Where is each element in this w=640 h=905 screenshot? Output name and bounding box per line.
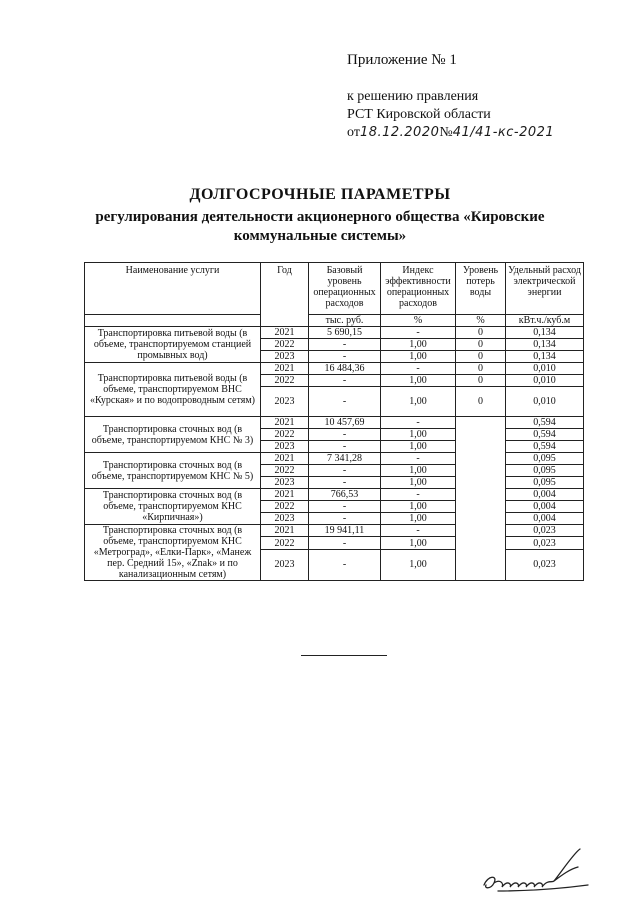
title-line-2: регулирования деятельности акционерного общества «Кировские коммунальные системы»: [95, 209, 545, 244]
base-cell: 7 341,28: [309, 453, 381, 465]
base-cell: -: [309, 537, 381, 549]
index-cell: 1,00: [381, 351, 456, 363]
index-cell: -: [381, 489, 456, 501]
losses-cell: 0: [456, 363, 506, 375]
losses-cell: 0: [456, 387, 506, 417]
energy-cell: 0,095: [506, 453, 584, 465]
energy-cell: 0,004: [506, 513, 584, 525]
year-cell: 2021: [261, 327, 309, 339]
appendix-label: Приложение № 1: [347, 52, 457, 68]
index-cell: -: [381, 363, 456, 375]
base-cell: 766,53: [309, 489, 381, 501]
table-row: [85, 453, 584, 465]
base-cell: -: [309, 429, 381, 441]
decision-line-1: к решению правления: [347, 89, 479, 104]
base-cell: -: [309, 513, 381, 525]
year-cell: 2022: [261, 501, 309, 513]
handwritten-signature: [478, 845, 598, 895]
losses-cell: 0: [456, 375, 506, 387]
end-divider: [301, 655, 387, 656]
header-base: Базовый уровень операционных расходов: [309, 263, 381, 315]
energy-cell: 0,095: [506, 477, 584, 489]
unit-base: тыс. руб.: [309, 315, 381, 327]
year-cell: 2022: [261, 429, 309, 441]
service-name: Транспортировка сточных вод (в объеме, транспортируемом КНС № 3): [85, 417, 261, 453]
energy-cell: 0,023: [506, 537, 584, 549]
year-cell: 2023: [261, 441, 309, 453]
index-cell: 1,00: [381, 465, 456, 477]
index-cell: 1,00: [381, 501, 456, 513]
decision-date: 18.12.2020: [359, 125, 440, 140]
header-year: Год: [261, 263, 309, 327]
year-cell: 2023: [261, 351, 309, 363]
energy-cell: 0,134: [506, 339, 584, 351]
index-cell: -: [381, 453, 456, 465]
index-cell: 1,00: [381, 429, 456, 441]
decision-number: 41/41-кс-2021: [452, 125, 555, 140]
energy-cell: 0,010: [506, 363, 584, 375]
energy-cell: 0,594: [506, 429, 584, 441]
service-name: Транспортировка сточных вод (в объеме, транспортируемом КНС «Кирпичная»): [85, 489, 261, 525]
base-cell: -: [309, 375, 381, 387]
header-losses: Уровень потерь воды: [456, 263, 506, 315]
index-cell: 1,00: [381, 549, 456, 580]
year-cell: 2023: [261, 549, 309, 580]
energy-cell: 0,594: [506, 417, 584, 429]
index-cell: -: [381, 525, 456, 537]
unit-service: [85, 315, 261, 327]
header-index: Индекс эффективности операционных расходов: [381, 263, 456, 315]
energy-cell: 0,095: [506, 465, 584, 477]
year-cell: 2023: [261, 477, 309, 489]
base-cell: -: [309, 339, 381, 351]
energy-cell: 0,023: [506, 549, 584, 580]
losses-merged-cell: [456, 417, 506, 581]
energy-cell: 0,134: [506, 327, 584, 339]
index-cell: 1,00: [381, 441, 456, 453]
header-energy: Удельный расход электрической энергии: [506, 263, 584, 315]
year-cell: 2021: [261, 489, 309, 501]
base-cell: -: [309, 441, 381, 453]
unit-index: %: [381, 315, 456, 327]
index-cell: 1,00: [381, 537, 456, 549]
base-cell: -: [309, 477, 381, 489]
service-name: Транспортировка питьевой воды (в объеме, транспортируемом станцией промывных вод): [85, 327, 261, 363]
header-service: Наименование услуги: [85, 263, 261, 315]
year-cell: 2022: [261, 465, 309, 477]
table-row: [85, 327, 584, 339]
base-cell: -: [309, 351, 381, 363]
title-line-1: ДОЛГОСРОЧНЫЕ ПАРАМЕТРЫ: [189, 186, 451, 203]
table-row: [85, 363, 584, 375]
table-row: [85, 417, 584, 429]
decision-number-sign: №: [439, 125, 453, 140]
service-name: Транспортировка питьевой воды (в объеме, транспортируемом ВНС «Курская» и по водопроводным сетям): [85, 363, 261, 417]
losses-cell: 0: [456, 339, 506, 351]
table-header-row: [85, 263, 584, 315]
base-cell: -: [309, 501, 381, 513]
energy-cell: 0,134: [506, 351, 584, 363]
base-cell: -: [309, 549, 381, 580]
base-cell: 16 484,36: [309, 363, 381, 375]
energy-cell: 0,004: [506, 501, 584, 513]
base-cell: 19 941,11: [309, 525, 381, 537]
table-row: [85, 489, 584, 501]
year-cell: 2022: [261, 339, 309, 351]
service-name: Транспортировка сточных вод (в объеме, транспортируемом КНС «Метроград», «Елки-Парк», «Манеж пер. Средний 15», «Znak» и по канализационным сетям): [85, 525, 261, 581]
energy-cell: 0,010: [506, 387, 584, 417]
base-cell: 10 457,69: [309, 417, 381, 429]
base-cell: -: [309, 387, 381, 417]
index-cell: 1,00: [381, 375, 456, 387]
document-title: [0, 186, 640, 246]
energy-cell: 0,594: [506, 441, 584, 453]
energy-cell: 0,010: [506, 375, 584, 387]
losses-cell: 0: [456, 327, 506, 339]
index-cell: -: [381, 417, 456, 429]
losses-cell: 0: [456, 351, 506, 363]
index-cell: 1,00: [381, 477, 456, 489]
year-cell: 2023: [261, 387, 309, 417]
unit-energy: кВт.ч./куб.м: [506, 315, 584, 327]
index-cell: 1,00: [381, 339, 456, 351]
unit-losses: %: [456, 315, 506, 327]
decision-line-3: [347, 124, 554, 142]
base-cell: 5 690,15: [309, 327, 381, 339]
index-cell: -: [381, 327, 456, 339]
decision-reference: [347, 88, 554, 142]
index-cell: 1,00: [381, 513, 456, 525]
parameters-table: [84, 262, 584, 581]
year-cell: 2022: [261, 537, 309, 549]
year-cell: 2022: [261, 375, 309, 387]
energy-cell: 0,004: [506, 489, 584, 501]
decision-prefix: от: [347, 125, 360, 140]
table-units-row: [85, 315, 584, 327]
year-cell: 2023: [261, 513, 309, 525]
year-cell: 2021: [261, 363, 309, 375]
service-name: Транспортировка сточных вод (в объеме, транспортируемом КНС № 5): [85, 453, 261, 489]
energy-cell: 0,023: [506, 525, 584, 537]
table-row: [85, 525, 584, 537]
decision-line-2: РСТ Кировской области: [347, 107, 491, 122]
base-cell: -: [309, 465, 381, 477]
year-cell: 2021: [261, 525, 309, 537]
year-cell: 2021: [261, 417, 309, 429]
index-cell: 1,00: [381, 387, 456, 417]
year-cell: 2021: [261, 453, 309, 465]
